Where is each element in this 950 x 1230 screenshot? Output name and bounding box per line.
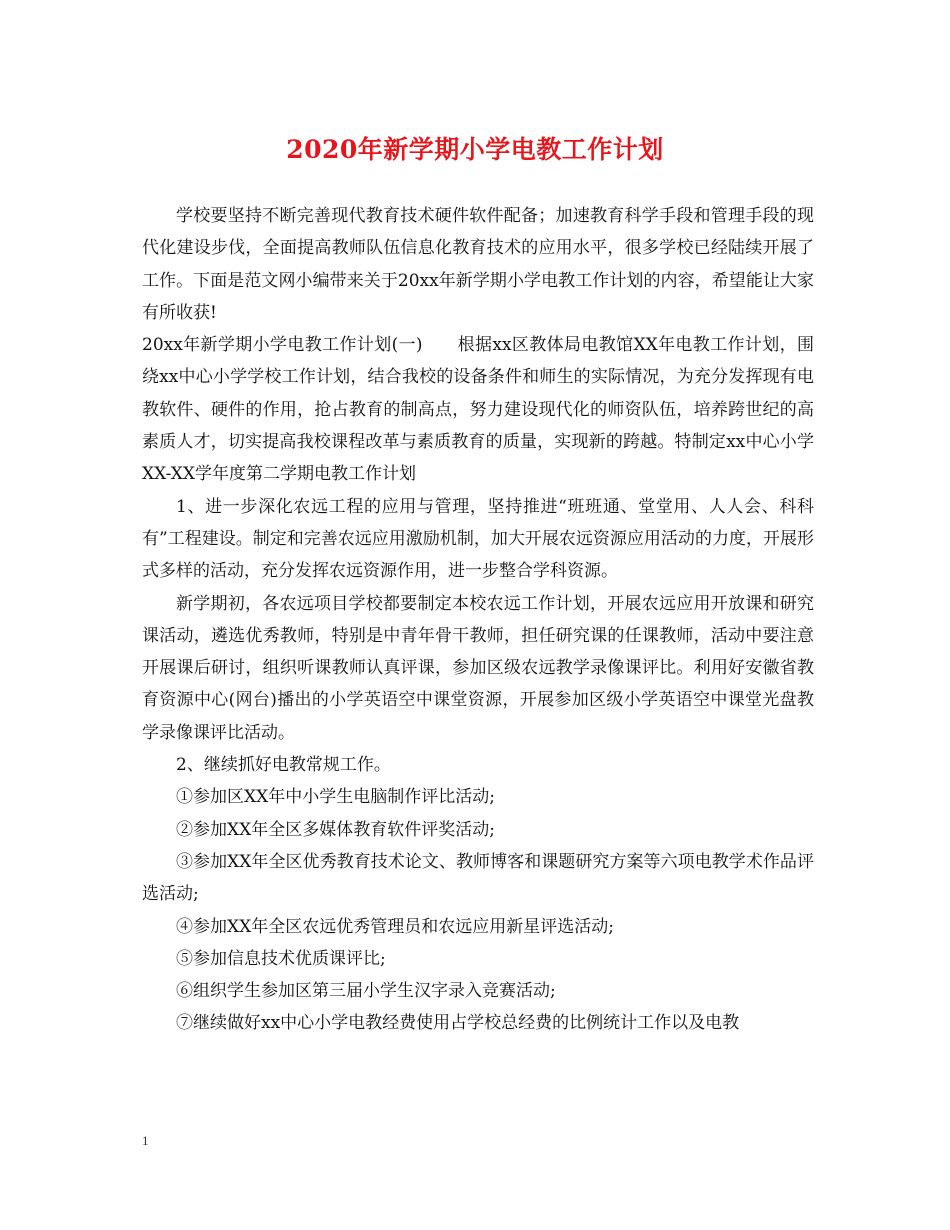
plan-heading-paragraph: 20xx年新学期小学电教工作计划(一) 根据xx区教体局电教馆XX年电教工作计划，围绕xx中心小学学校工作计划，结合我校的设备条件和师生的实际情况，为充分发挥现有电教软件、硬件的作用，抢占教育的制高点，努力建设现代化的师资队伍，培养跨世纪的高素质人才，切实提高我校课程改革与素质教育的质量，实现新的跨越。特制定xx中心小学XX-XX学年度第二学期电教工作计划 (142, 335, 814, 485)
list-item: ④参加XX年全区农远优秀管理员和农远应用新星评选活动; (176, 916, 614, 937)
page-number: 1 (142, 1133, 149, 1148)
list-item: ⑦继续做好xx中心小学电教经费使用占学校总经费的比例统计工作以及电教 (176, 1013, 740, 1034)
document-title: 2020年新学期小学电教工作计划 (286, 135, 664, 164)
list-item: ③参加XX年全区优秀教育技术论文、教师博客和课题研究方案等六项电教学术作品评选活动; (142, 851, 814, 905)
list-item: ⑥组织学生参加区第三届小学生汉字录入竞赛活动; (176, 981, 556, 1002)
section-2-heading: 2、继续抓好电教常规工作。 (176, 755, 391, 776)
list-item: ⑤参加信息技术优质课评比; (176, 948, 386, 969)
list-item: ②参加XX年全区多媒体教育软件评奖活动; (176, 819, 495, 840)
semester-start-paragraph: 新学期初，各农远项目学校都要制定本校农远工作计划，开展农远应用开放课和研究课活动，遴选优秀教师，特别是中青年骨干教师，担任研究课的任课教师，活动中要注意开展课后研讨，组织听课教师认真评课，参加区级农远教学录像课评比。利用好安徽省教育资源中心(网台)播出的小学英语空中课堂资源，开展参加区级小学英语空中课堂光盘教学录像课评比活动。 (142, 593, 814, 743)
section-1-paragraph: 1、进一步深化农远工程的应用与管理，坚持推进“班班通、堂堂用、人人会、科科有”工程建设。制定和完善农远应用激励机制，加大开展农远资源应用活动的力度，开展形式多样的活动，充分发挥农远资源作用，进一步整合学科资源。 (142, 496, 814, 582)
list-item: ①参加区XX年中小学生电脑制作评比活动; (176, 787, 495, 808)
intro-paragraph: 学校要坚持不断完善现代教育技术硬件软件配备；加速教育科学手段和管理手段的现代化建设步伐，全面提高教师队伍信息化教育技术的应用水平，很多学校已经陆续开展了工作。下面是范文网小编带来关于20xx年新学期小学电教工作计划的内容，希望能让大家有所收获! (142, 206, 814, 323)
document-body (142, 200, 814, 1040)
